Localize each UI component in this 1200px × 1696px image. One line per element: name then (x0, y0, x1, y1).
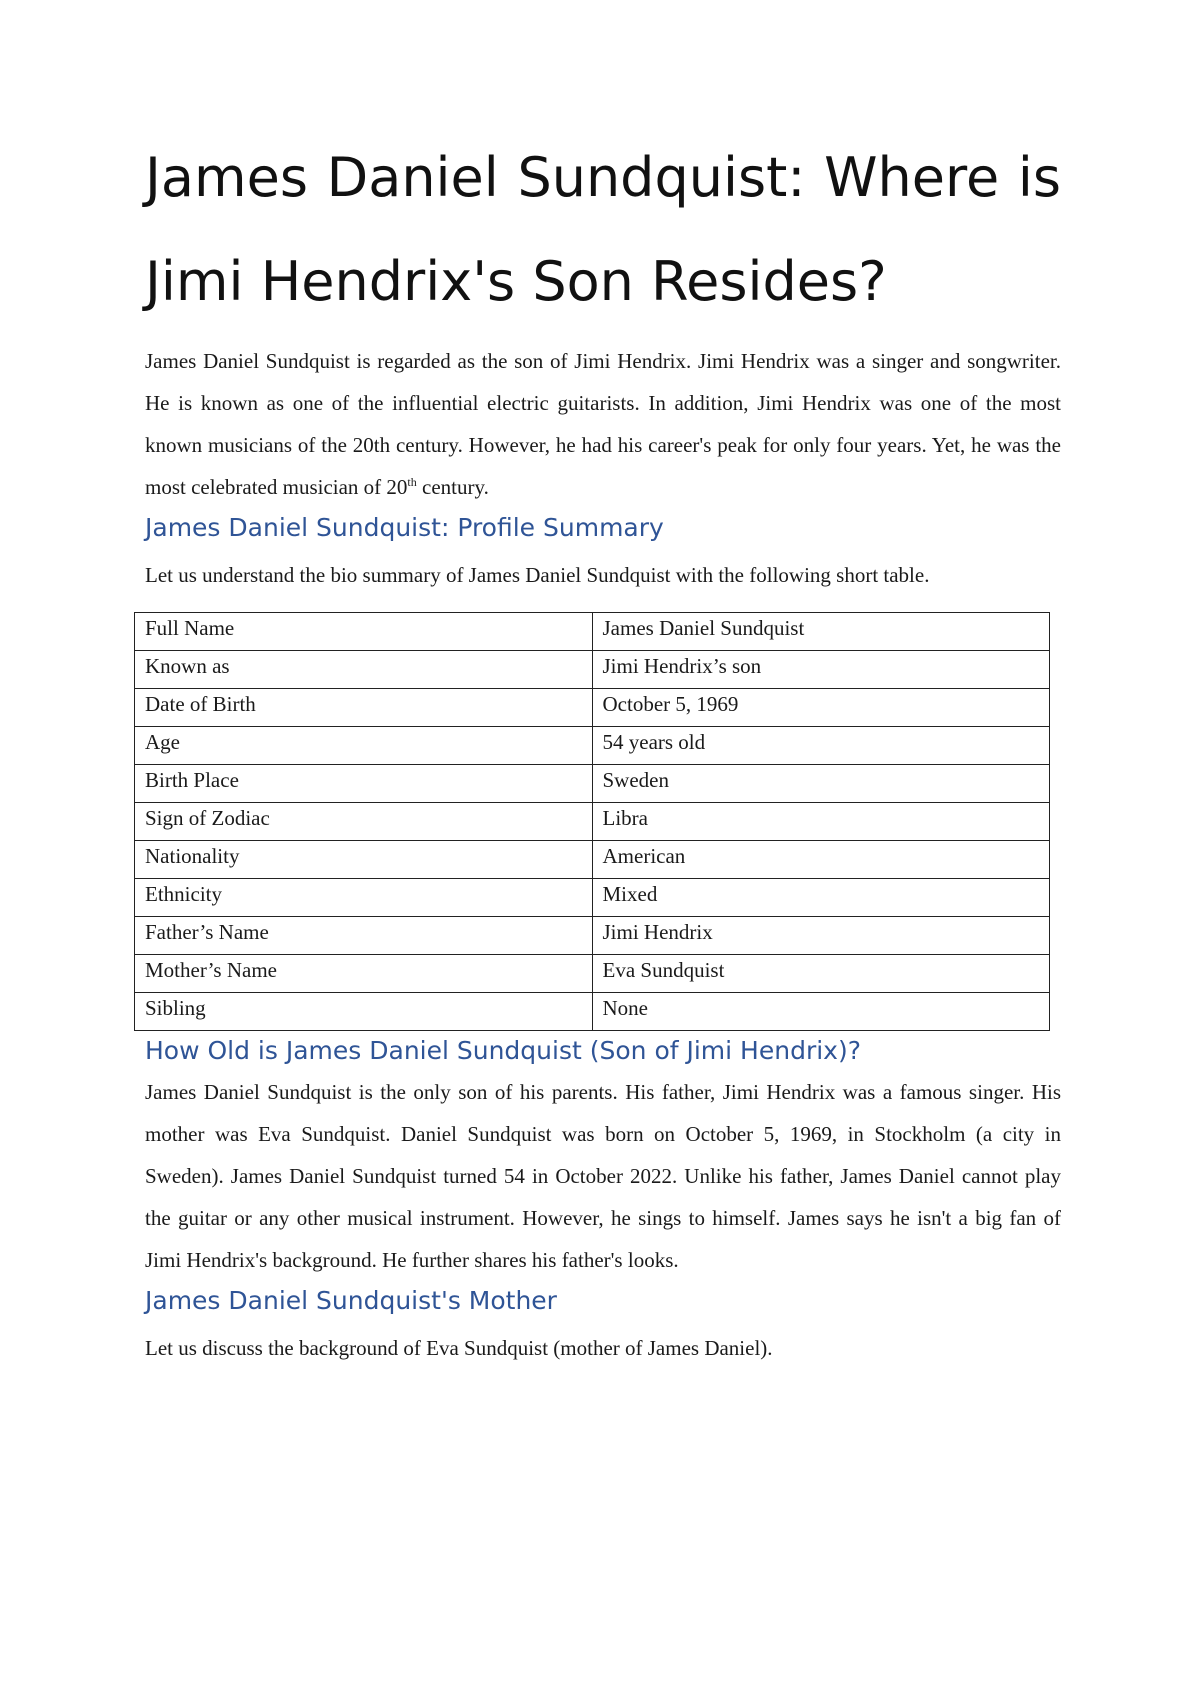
table-cell-label: Full Name (135, 613, 593, 651)
table-row (135, 879, 1050, 917)
intro-text: James Daniel Sundquist is regarded as the son of Jimi Hendrix. Jimi Hendrix was a singer and songwriter. He is known as one of the influential electric guitarists. In addition, Jimi Hendrix was one of the most known musicians of the 20th century. However, he had his career's peak for only four years. Yet, he was the most celebrated musician of 20 (145, 349, 1061, 499)
table-row (135, 727, 1050, 765)
table-cell-label: Nationality (135, 841, 593, 879)
mother-heading: James Daniel Sundquist's Mother (145, 1286, 557, 1315)
table-row (135, 955, 1050, 993)
table-row (135, 765, 1050, 803)
profile-intro-paragraph: Let us understand the bio summary of James Daniel Sundquist with the following short table. (145, 563, 930, 587)
table-cell-value: Sweden (592, 765, 1050, 803)
table-cell-value: Jimi Hendrix’s son (592, 651, 1050, 689)
table-cell-value: Eva Sundquist (592, 955, 1050, 993)
table-row (135, 651, 1050, 689)
table-cell-label: Sibling (135, 993, 593, 1031)
table-cell-value: October 5, 1969 (592, 689, 1050, 727)
table-cell-label: Mother’s Name (135, 955, 593, 993)
table-cell-value: Jimi Hendrix (592, 917, 1050, 955)
table-cell-value: None (592, 993, 1050, 1031)
table-row (135, 917, 1050, 955)
intro-paragraph (145, 340, 1061, 508)
mother-paragraph: Let us discuss the background of Eva Sundquist (mother of James Daniel). (145, 1336, 773, 1360)
table-cell-value: Libra (592, 803, 1050, 841)
table-cell-value: American (592, 841, 1050, 879)
table-cell-label: Date of Birth (135, 689, 593, 727)
table-row (135, 993, 1050, 1031)
table-cell-label: Sign of Zodiac (135, 803, 593, 841)
age-paragraph: James Daniel Sundquist is the only son of his parents. His father, Jimi Hendrix was a famous singer. His mother was Eva Sundquist. Daniel Sundquist was born on October 5, 1969, in Stockholm (a city in Sweden). James Daniel Sundquist turned 54 in October 2022. Unlike his father, James Daniel cannot play the guitar or any other musical instrument. However, he sings to himself. James says he isn't a big fan of Jimi Hendrix's background. He further shares his father's looks. (145, 1080, 1061, 1272)
table-row (135, 689, 1050, 727)
profile-summary-heading: James Daniel Sundquist: Profile Summary (145, 513, 664, 542)
intro-text-end: century. (416, 475, 489, 499)
table-cell-label: Age (135, 727, 593, 765)
table-row (135, 841, 1050, 879)
table-row (135, 803, 1050, 841)
table-cell-value: 54 years old (592, 727, 1050, 765)
profile-table (134, 612, 1050, 1031)
table-cell-label: Father’s Name (135, 917, 593, 955)
document-page (145, 140, 1061, 1369)
document-title: James Daniel Sundquist: Where is Jimi Hendrix's Son Resides? (145, 146, 1061, 313)
table-cell-value: James Daniel Sundquist (592, 613, 1050, 651)
table-cell-label: Ethnicity (135, 879, 593, 917)
table-cell-label: Birth Place (135, 765, 593, 803)
table-row (135, 613, 1050, 651)
intro-superscript: th (407, 475, 417, 489)
table-cell-label: Known as (135, 651, 593, 689)
age-heading: How Old is James Daniel Sundquist (Son of Jimi Hendrix)? (145, 1036, 861, 1065)
table-cell-value: Mixed (592, 879, 1050, 917)
